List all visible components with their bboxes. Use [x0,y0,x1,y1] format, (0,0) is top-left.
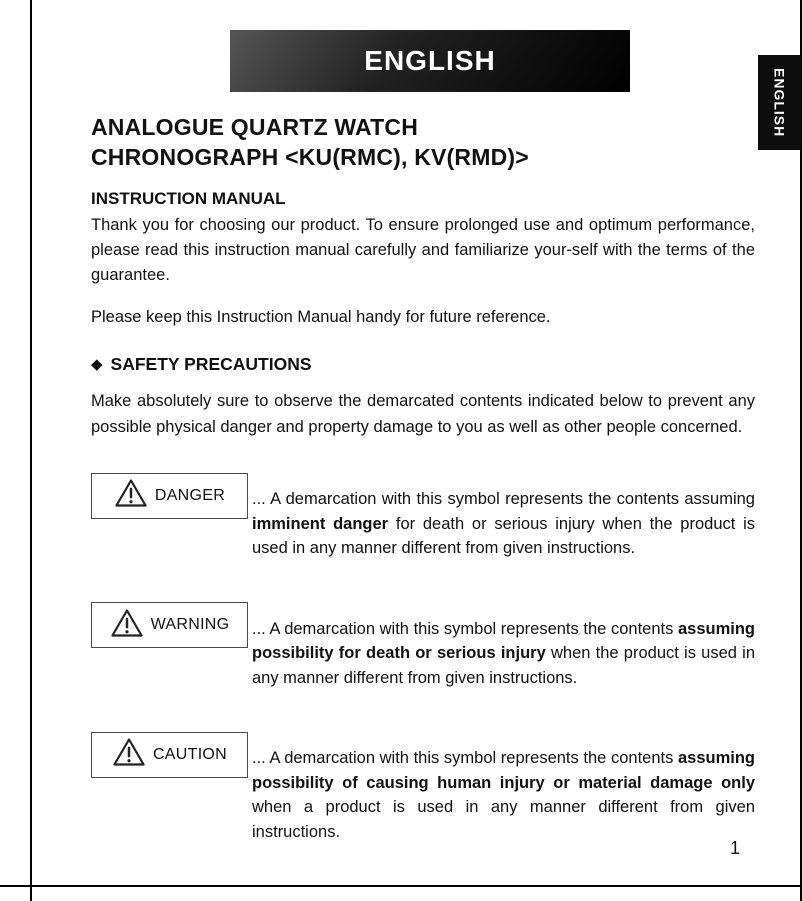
caution-text-before: ... A demarcation with this symbol represents the contents [252,749,678,767]
document-title [91,112,755,172]
warning-text-before: ... A demarcation with this symbol represents the contents [252,619,678,638]
caution-row [91,730,755,861]
danger-box [91,473,248,519]
language-side-tab [758,55,801,150]
document-title-line1: ANALOGUE QUARTZ WATCH [91,114,419,140]
instruction-manual-heading: INSTRUCTION MANUAL [91,189,286,208]
caution-text-after: when a product is used in any manner different from given instructions. [252,798,755,841]
warning-row [91,600,755,707]
danger-label: DANGER [154,486,226,504]
danger-row [91,471,755,578]
warning-triangle-icon [110,608,144,643]
safety-precautions-heading-label: SAFETY PRECAUTIONS [110,353,312,374]
warning-triangle-icon [112,737,146,772]
document-title-line2: CHRONOGRAPH <KU(RMC), KV(RMD)> [91,144,529,170]
caution-text-bold: assuming possibility of causing human injury or material damage only [252,749,755,792]
language-side-tab-label: ENGLISH [771,67,788,138]
page-number: 1 [730,838,741,858]
intro-paragraph-1: Thank you for choosing our product. To ensure prolonged use and optimum performance, please read this instruction manual carefully and familiarize your-self with the terms of the guarantee. [91,216,755,284]
warning-text-bold: assuming possibility for death or serious injury [252,619,755,662]
warning-label: WARNING [150,616,230,633]
caution-description [252,746,755,844]
language-banner [230,30,630,92]
page-border-left [30,0,32,901]
warning-triangle-icon [114,478,148,513]
danger-text-bold: imminent danger [252,514,389,533]
safety-paragraph: Make absolutely sure to observe the demarcated contents indicated below to prevent any possible physical danger and property damage to you as well as other people concerned. [91,391,755,436]
danger-text-before: ... A demarcation with this symbol represents the contents assuming [252,490,755,508]
danger-description [252,487,755,561]
diamond-bullet-icon: ◆ [91,355,103,373]
warning-box [91,602,248,648]
safety-precautions-heading [91,354,755,375]
warning-text-after: when the product is used in any manner different from given instructions. [252,644,756,687]
caution-label: CAUTION [152,745,228,763]
language-banner-label: ENGLISH [364,45,496,76]
warning-description [252,617,755,691]
danger-text-after: for death or serious injury when the product is used in any manner different from given instructions. [252,514,755,557]
intro-paragraph-2: Please keep this Instruction Manual handy for future reference. [91,307,551,326]
caution-box [91,732,248,778]
page-border-bottom [0,885,802,887]
page-content [91,112,755,861]
